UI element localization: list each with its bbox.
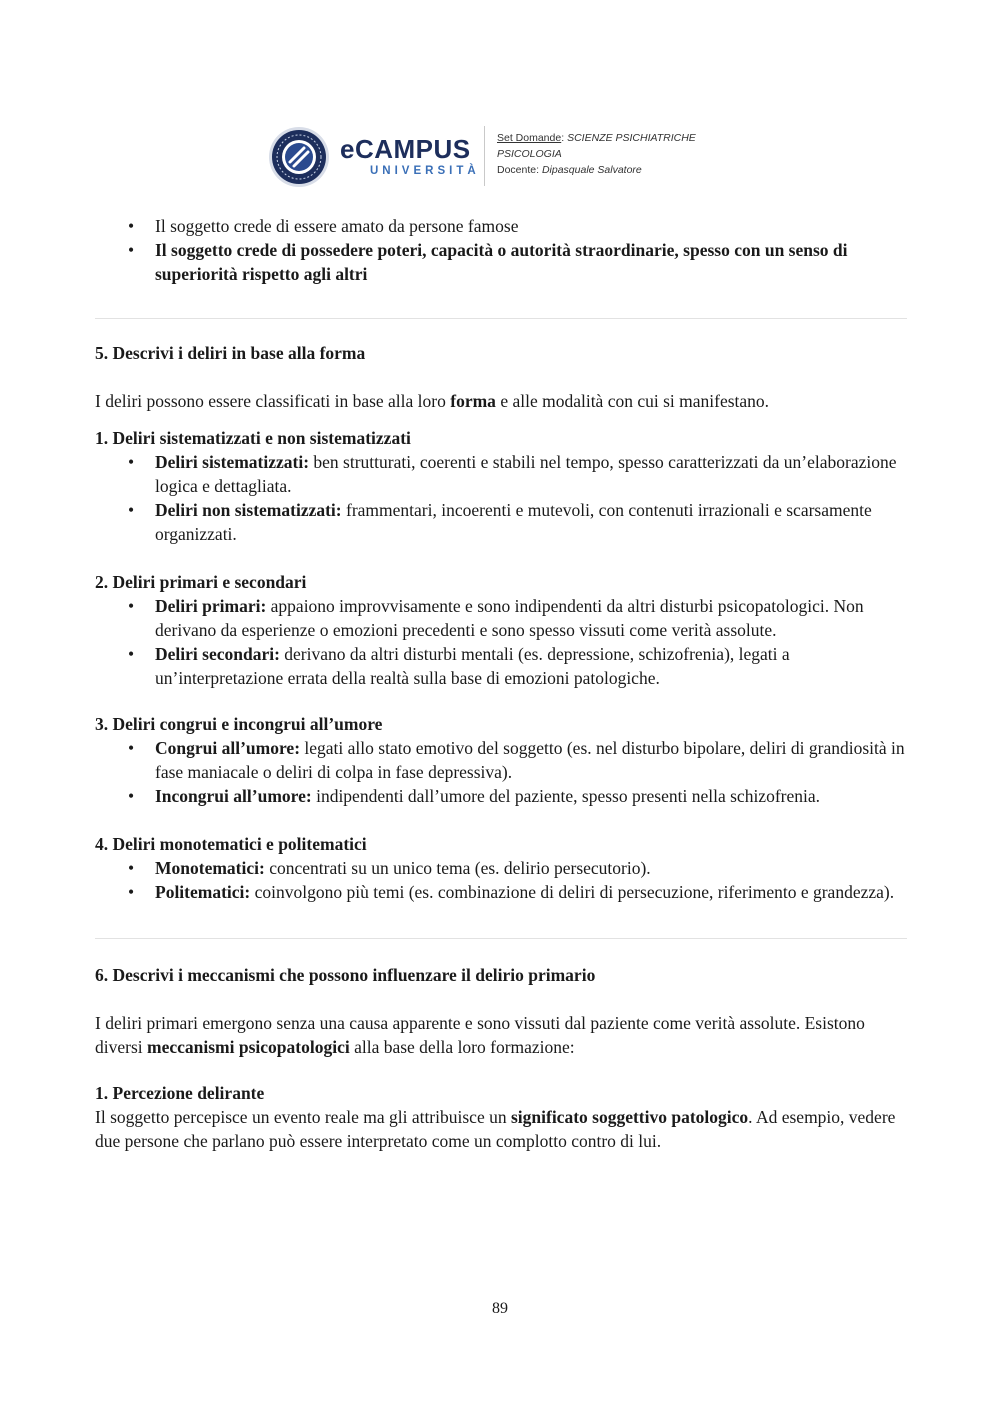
intro-bullet-list	[95, 214, 907, 286]
subsection-1-title: 1. Deliri sistematizzati e non sistematizzati	[95, 428, 411, 448]
list-item: • Congrui all’umore: legati allo stato emotivo del soggetto (es. nel disturbo bipolare, deliri di grandiosità in fase maniacale o deliri di colpa in fase depressiva).	[155, 736, 907, 784]
brand-subtitle: UNIVERSITÀ	[370, 165, 480, 177]
list-item: • Il soggetto crede di essere amato da persone famose	[155, 214, 907, 238]
mechanism-1-text: Il soggetto percepisce un evento reale ma gli attribuisce un significato soggettivo patologico. Ad esempio, vedere due persone che parlano può essere interpretato come un complotto contro di lui.	[95, 1107, 896, 1151]
subsection-1-list	[95, 450, 907, 546]
university-seal-logo	[268, 126, 330, 188]
list-item: • Deliri primari: appaiono improvvisamente e sono indipendenti da altri disturbi psicopatologici. Non derivano da esperienze o emozioni precedenti e sono spesso vissuti come verità assolute.	[155, 594, 907, 642]
list-item: • Politematici: coinvolgono più temi (es. combinazione di deliri di persecuzione, riferimento e grandezza).	[155, 880, 907, 904]
docente-value: Dipasquale Salvatore	[541, 164, 642, 176]
mechanism-1-title: 1. Percezione delirante	[95, 1083, 265, 1103]
main-content	[95, 214, 907, 1153]
list-item: • Deliri non sistematizzati: frammentari, incoerenti e mutevoli, con contenuti irrazionali e scarsamente organizzati.	[155, 498, 907, 546]
docente-label: Docente	[497, 164, 537, 176]
list-item: • Il soggetto crede di possedere poteri, capacità o autorità straordinarie, spesso con un senso di superiorità rispetto agli altri	[155, 238, 907, 286]
brand-block	[340, 134, 480, 178]
question-6-title: 6. Descrivi i meccanismi che possono influenzare il delirio primario	[95, 965, 596, 985]
question-5-title: 5. Descrivi i deliri in base alla forma	[95, 343, 366, 363]
header-info: Set Domande: SCIENZE PSICHIATRICHE PSICOLOGIA Docente: Dipasquale Salvatore	[497, 132, 696, 176]
subsection-2-title: 2. Deliri primari e secondari	[95, 572, 307, 592]
set-value: SCIENZE PSICHIATRICHE	[567, 132, 696, 144]
subsection-4-list	[95, 856, 907, 904]
question-6-intro: I deliri primari emergono senza una causa apparente e sono vissuti dal paziente come verità assolute. Esistono diversi meccanismi psicopatologici alla base della loro formazione:	[95, 1013, 865, 1057]
page-number: 89	[492, 1300, 508, 1317]
set-value-2: PSICOLOGIA	[497, 148, 562, 160]
list-item: • Monotematici: concentrati su un unico tema (es. delirio persecutorio).	[155, 856, 907, 880]
brand-name: eCAMPUS	[340, 134, 471, 164]
subsection-4-title: 4. Deliri monotematici e politematici	[95, 834, 367, 854]
list-item: • Deliri sistematizzati: ben strutturati, coerenti e stabili nel tempo, spesso caratterizzati da un’elaborazione logica e dettagliata.	[155, 450, 907, 498]
subsection-2-list	[95, 594, 907, 690]
subsection-3-title: 3. Deliri congrui e incongrui all’umore	[95, 714, 383, 734]
list-item: • Incongrui all’umore: indipendenti dall’umore del paziente, spesso presenti nella schizofrenia.	[155, 784, 907, 808]
question-5-intro: I deliri possono essere classificati in base alla loro forma e alle modalità con cui si manifestano.	[95, 391, 770, 411]
header-divider	[484, 126, 485, 186]
set-label: Set Domande	[497, 132, 562, 144]
subsection-3-list	[95, 736, 907, 808]
page-header	[268, 124, 748, 190]
list-item: • Deliri secondari: derivano da altri disturbi mentali (es. depressione, schizofrenia), legati a un’interpretazione errata della realtà sulla base di emozioni patologiche.	[155, 642, 907, 690]
